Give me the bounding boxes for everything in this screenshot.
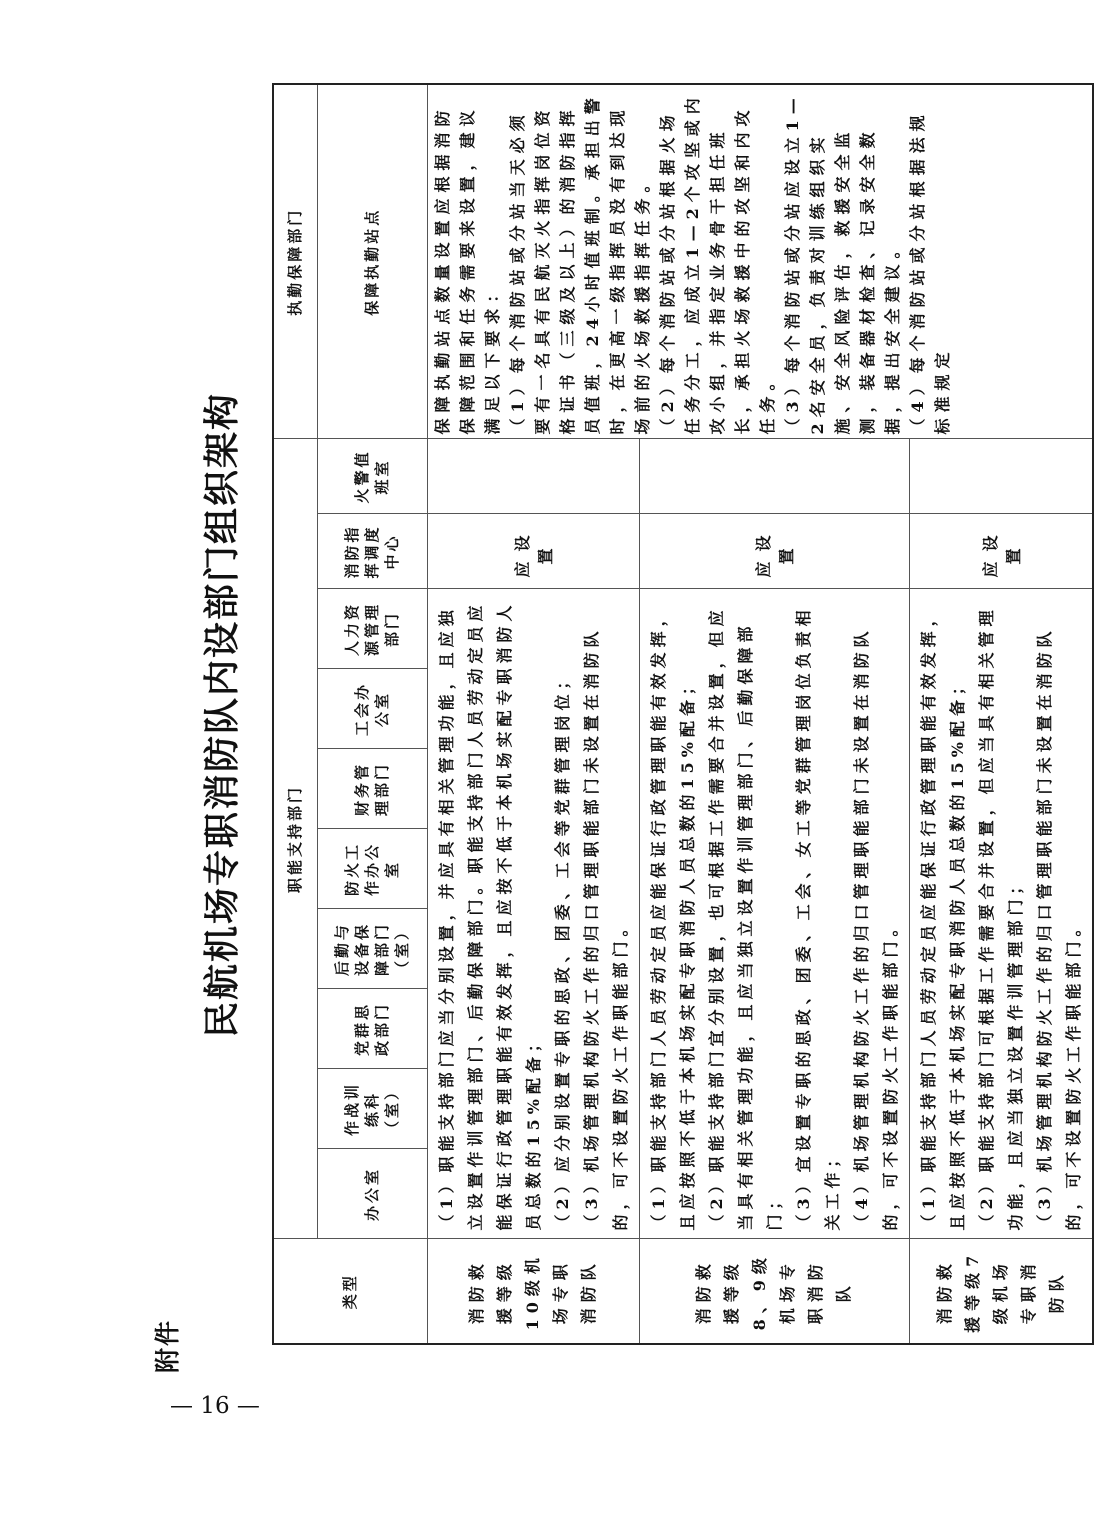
type-cell: 消防救援等级7级机场专职消防队 bbox=[909, 1239, 1093, 1344]
header-fire-prevention: 防火工作办公室 bbox=[317, 829, 427, 909]
support-item: （3）宜设置专职的思政、团委、工会、女工等党群管理岗位负责相关工作； bbox=[793, 605, 842, 1231]
header-support-departments: 职能支持部门 bbox=[273, 439, 317, 1239]
fire-alarm-room-cell bbox=[427, 439, 639, 514]
support-item: （1）职能支持部门人员劳动定员应能保证行政管理职能有效发挥，且应按照不低于本机场实配专职消防人员总数的15%配备； bbox=[648, 605, 697, 1231]
duty-item: （1）每个消防站或分站当天必须要有一名具有民航灭火指挥岗位资格证书（三级及以上）的消防指挥员值班，24小时值班制。承担出警时，在更高一级指挥员没有到达现场前的火场救援指挥任务。 bbox=[507, 92, 652, 435]
support-item: （1）职能支持部门人员劳动定员应能保证行政管理职能有效发挥，且应按照不低于本机场实配专职消防人员总数的15%配备； bbox=[918, 605, 967, 1231]
table-row bbox=[427, 84, 639, 1344]
header-party: 党群思政部门 bbox=[317, 989, 427, 1069]
command-center-cell: 应设置 bbox=[909, 514, 1093, 589]
column-header-row bbox=[317, 84, 427, 1344]
header-office: 办公室 bbox=[317, 1149, 427, 1239]
header-logistics: 后勤与设备保障部门（室） bbox=[317, 909, 427, 989]
fire-alarm-room-cell bbox=[639, 439, 909, 514]
support-item: （2）职能支持部门宜分别设置，也可根据工作需要合并设置，但应当具有相关管理功能，且应当独立设置作训管理部门、后勤保障部门； bbox=[706, 605, 784, 1231]
duty-item: （2）每个消防站或分站根据火场任务分工，应成立1—2个攻坚或内攻小组，并指定业务骨干担任班长，承担火场救援中的攻坚和内攻任务。 bbox=[657, 92, 777, 435]
support-item: （3）机场管理机构防火工作的归口管理职能部门未设置在消防队的，可不设置防火工作职能部门。 bbox=[1034, 626, 1083, 1231]
header-finance: 财务管理部门 bbox=[317, 749, 427, 829]
header-union: 工会办公室 bbox=[317, 669, 427, 749]
header-type: 类型 bbox=[273, 1239, 427, 1344]
header-training: 作战训练科（室） bbox=[317, 1069, 427, 1149]
header-command-center: 消防指挥调度中心 bbox=[317, 514, 427, 589]
fire-alarm-room-cell bbox=[909, 439, 1093, 514]
command-center-cell: 应设置 bbox=[427, 514, 639, 589]
support-text-cell bbox=[427, 589, 639, 1239]
support-item: （4）机场管理机构防火工作的归口管理职能部门未设置在消防队的，可不设置防火工作职能部门。 bbox=[851, 626, 900, 1231]
support-text-cell bbox=[639, 589, 909, 1239]
rotated-page-content bbox=[153, 85, 1083, 1373]
page-number: — 16 — bbox=[170, 1393, 260, 1419]
type-cell: 消防救援等级8、9级机场专职消防队 bbox=[639, 1239, 909, 1344]
header-fire-alarm-room: 火警值班室 bbox=[317, 439, 427, 514]
duty-item: 保障执勤站点数量设置应根据消防保障范围和任务需要来设置，建议满足以下要求： bbox=[432, 104, 502, 435]
org-structure-table bbox=[272, 83, 1094, 1345]
duty-item: （3）每个消防站或分站应设立1—2名安全员，负责对训练组织实施、安全风险评估，救援安全监测，装备器材检查、记录安全数据，提出安全建议。 bbox=[782, 92, 902, 435]
duty-item: （4）每个消防站或分站根据法规标准规定 bbox=[907, 109, 952, 435]
type-cell: 消防救援等级10级机场专职消防队 bbox=[427, 1239, 639, 1344]
duty-station-cell bbox=[427, 84, 1093, 439]
attachment-label: 附件 bbox=[153, 1318, 182, 1373]
header-hr: 人力资源管理部门 bbox=[317, 589, 427, 669]
support-item: （2）职能支持部门可根据工作需要合并设置，但应当具有相关管理功能，且应当独立设置作训管理部门； bbox=[976, 605, 1025, 1231]
header-duty-station: 保障执勤站点 bbox=[317, 84, 427, 439]
support-item: （1）职能支持部门应当分别设置，并应具有相关管理功能，且应独立设置作训管理部门、后勤保障部门。职能支持部门人员劳动定员应能保证行政管理职能有效发挥，且应按不低于本机场实配专职消防人员总数的15%配备； bbox=[436, 600, 543, 1231]
support-item: （3）机场管理机构防火工作的归口管理职能部门未设置在消防队的，可不设置防火工作职能部门。 bbox=[581, 626, 630, 1231]
page-title: 民航机场专职消防队内设部门组织架构 bbox=[201, 392, 243, 1039]
command-center-cell: 应设置 bbox=[639, 514, 909, 589]
group-header-row bbox=[273, 84, 317, 1344]
header-duty-departments: 执勤保障部门 bbox=[273, 84, 317, 439]
support-item: （2）应分别设置专职的思政、团委、工会等党群管理岗位； bbox=[552, 668, 572, 1231]
support-text-cell bbox=[909, 589, 1093, 1239]
